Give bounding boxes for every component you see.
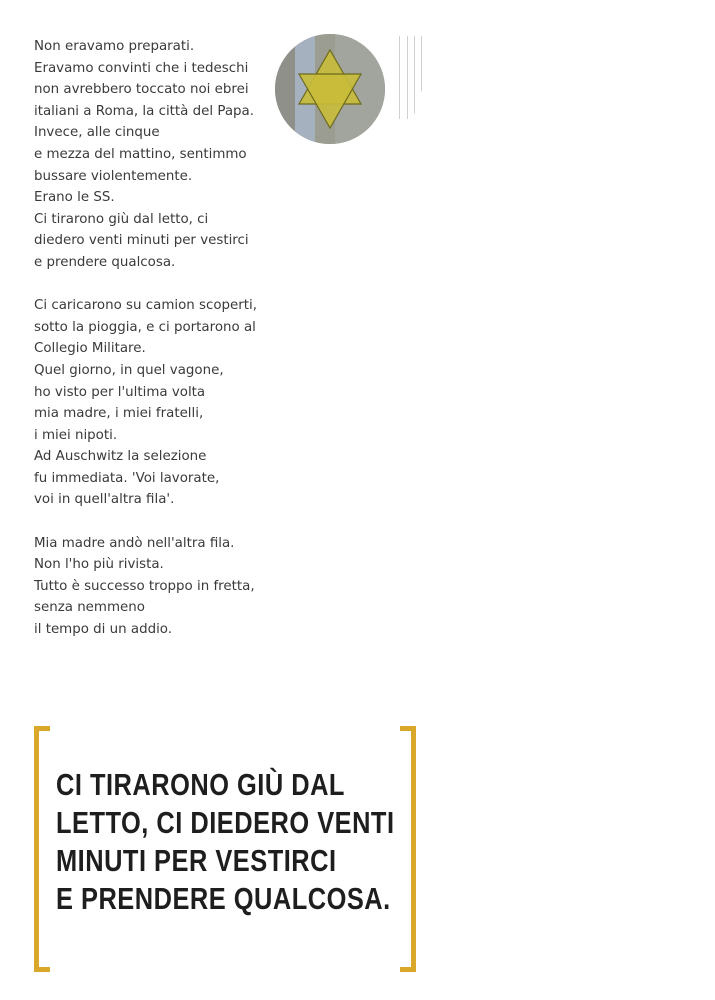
poem-stanza-2: [34, 295, 284, 511]
vertical-credits-line: ────────────────────────────: [410, 36, 416, 114]
pull-quote-line: CI TIRARONO GIÙ DAL: [56, 767, 345, 802]
poem-line: il tempo di un addio.: [34, 622, 173, 638]
poem-line: Invece, alle cinque: [34, 125, 160, 141]
poem-line: voi in quell'altra fila'.: [34, 492, 175, 508]
vertical-credits-text: [395, 36, 424, 576]
pull-quote-line: LETTO, CI DIEDERO VENTI: [56, 805, 395, 840]
pull-quote-text: [56, 766, 395, 918]
vertical-credits: [390, 36, 424, 576]
left-bracket: [34, 726, 50, 972]
poem-line: i miei nipoti.: [34, 427, 118, 443]
vertical-credits-line: ──────────────────────────────: [396, 36, 402, 119]
poem-stanza-1: [34, 36, 284, 274]
poem-line: Ci caricarono su camion scoperti,: [34, 298, 258, 314]
poem-line: Ad Auschwitz la selezione: [34, 449, 207, 465]
pull-quote: [34, 726, 416, 972]
pull-quote-line: E PRENDERE QUALCOSA.: [56, 881, 391, 916]
poem-line: diedero venti minuti per vestirci: [34, 233, 249, 249]
poem-line: Quel giorno, in quel vagone,: [34, 362, 224, 378]
poem-line: senza nemmeno: [34, 600, 145, 616]
poem-line: bussare violentemente.: [34, 168, 193, 184]
poem-line: ho visto per l'ultima volta: [34, 384, 206, 400]
vertical-credits-line: ────────────────────: [418, 36, 423, 92]
poem-line: Tutto è successo troppo in fretta,: [34, 578, 255, 594]
poem-line: Ci tirarono giù dal letto, ci: [34, 211, 209, 227]
poem-line: Collegio Militare.: [34, 341, 146, 357]
poem-line: Mia madre andò nell'altra fila.: [34, 535, 235, 551]
poem-line: e mezza del mattino, sentimmo: [34, 146, 247, 162]
right-bracket: [400, 726, 416, 972]
poem-line: italiani a Roma, la città del Papa.: [34, 103, 254, 119]
poem-line: sotto la pioggia, e ci portarono al: [34, 319, 256, 335]
poem-body: [34, 36, 284, 641]
poem-line: Eravamo convinti che i tedeschi: [34, 60, 249, 76]
poem-stanza-3: [34, 533, 284, 641]
poem-line: fu immediata. 'Voi lavorate,: [34, 470, 220, 486]
vertical-credits-line: ──────────────────────────────: [403, 36, 409, 119]
poem-line: Non eravamo preparati.: [34, 39, 195, 54]
poem-line: non avrebbero toccato noi ebrei: [34, 82, 249, 98]
star-of-david-icon: [275, 34, 385, 144]
poem-line: Erano le SS.: [34, 190, 115, 206]
pull-quote-line: MINUTI PER VESTIRCI: [56, 843, 337, 878]
poem-line: Non l'ho più rivista.: [34, 557, 164, 573]
poem-line: e prendere qualcosa.: [34, 254, 176, 270]
poem-line: mia madre, i miei fratelli,: [34, 406, 204, 422]
yellow-star-badge: [275, 34, 385, 144]
